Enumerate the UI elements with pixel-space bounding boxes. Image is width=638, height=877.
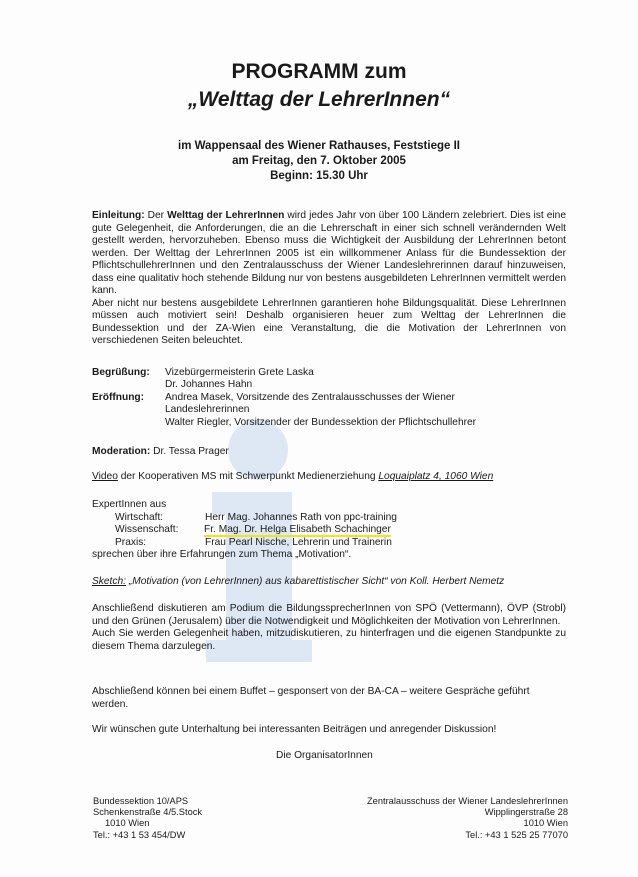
greeting-label: Begrüßung: [92,367,150,378]
greeting-line-1: Vizebürgermeisterin Grete Laska [165,367,314,378]
expert-person-1: Herr Mag. Johannes Rath von ppc-training [205,512,397,523]
start-time: Beginn: 15.30 Uhr [270,170,368,182]
opening-line-2: Landeslehrerinnen [165,404,250,415]
organizers: Die OrganisatorInnen [276,750,373,761]
footer-right-line-1: Zentralausschuss der Wiener LandeslehrerInnen [366,796,568,806]
footer-right-line-4: Tel.: +43 1 525 25 77070 [465,829,568,840]
sketch-label: Sketch: [92,576,126,587]
video-text: der Kooperativen MS mit Schwerpunkt Medienerziehung [117,471,379,482]
event-date: am Freitag, den 7. Oktober 2005 [232,155,406,167]
opening-label: Eröffnung: [92,392,145,403]
venue: im Wappensaal des Wiener Rathauses, Feststiege II [178,140,460,152]
discussion-text-1: Anschließend diskutieren am Podium die BildungssprecherInnen von SPÖ (Vettermann), ÖVP (Strobl) und den Grünen (Jerusalem) über die Notwendigkeit und Möglichkeiten der Motivation von LehrerInnen. [92,603,566,627]
expert-person-2-highlight: Fr. Mag. Dr. Helga Elisabeth Schachinger [204,524,391,535]
greeting-line-2: Dr. Johannes Hahn [165,379,253,390]
video-address: Loquaiplatz 4, 1060 Wien [378,471,494,482]
page-subtitle: „Welttag der LehrerInnen“ [187,88,451,111]
experts-intro: ExpertInnen aus [92,499,167,510]
page-title: PROGRAMM zum [231,60,407,83]
moderation [92,446,229,457]
intro-lead: Der [144,210,168,221]
intro-event: Welttag der LehrerInnen [167,210,285,221]
intro-text-2: Aber nicht nur bestens ausgebildete LehrerInnen garantieren hohe Bildungsqualität. Diese LehrerInnen müssen auch motiviert sein! Deshalb organisieren heuer zum Welttag der LehrerInnen die Bundessektion und der ZA-Wien eine Veranstaltung, die die Motivation der LehrerInnen von verschiedenen Seiten beleuchtet. [92,297,566,346]
experts-outro: sprechen über ihre Erfahrungen zum Thema „Motivation“. [92,549,352,560]
footer-left-line-1: Bundessektion 10/APS [93,796,189,806]
footer-left-line-3: 1010 Wien [105,818,150,829]
intro-paragraph [92,210,566,348]
discussion-text-2: Auch Sie werden Gelegenheit haben, mitzudiskutieren, zu hinterfragen und die eigenen Standpunkte zu diesem Thema darzulegen. [92,628,566,652]
discussion-paragraph [92,603,566,653]
footer-right [367,796,568,841]
intro-text: wird jedes Jahr von über 100 Ländern zelebriert. Dies ist eine gute Gelegenheit, die Anforderungen, die an die Lehrerschaft in einer sich schnell verändernden Welt gestellt werden, hervorzuheben. Ebenso muss die Wichtigkeit der Ausbildung der LehrerInnen betont werden. Der Welttag der LehrerInnen 2005 ist ein willkommener Anlass für die Bundessektion der PflichtschullehrerInnen und den Zentralausschuss der Wiener Landeslehrerinnen darauf hinzuweisen, dass eine qualitativ hoch stehende Bildung nur von bestens ausgebildeten LehrerInnen vermittelt werden kann. [92,210,566,296]
sketch-text: „Motivation (von LehrerInnen) aus kabarettistischer Sicht“ von Koll. Herbert Nemetz [125,576,505,587]
footer-right-line-3: 1010 Wien [523,818,568,829]
video-line [92,471,493,482]
expert-field-3: Praxis: [115,537,147,548]
expert-field-2: Wissenschaft: [115,524,179,535]
opening-line-1: Andrea Masek, Vorsitzende des Zentralausschusses der Wiener [165,392,455,403]
footer-left-line-2: Schenkenstraße 4/5.Stock [93,807,203,818]
intro-label: Einleitung: [92,210,145,221]
expert-person-2 [204,524,391,535]
moderation-name: Dr. Tessa Prager [150,446,229,457]
buffet-paragraph: Abschließend können bei einem Buffet – gesponsert von der BA-CA – weitere Gespräche geführt werden. [92,686,530,710]
opening-line-3: Walter Riegler, Vorsitzender der Bundessektion der Pflichtschullehrer [165,417,477,428]
expert-field-1: Wirtschaft: [115,512,164,523]
footer-left-line-4: Tel.: +43 1 53 454/DW [93,829,186,840]
moderation-label: Moderation: [92,446,151,457]
wishes-line: Wir wünschen gute Unterhaltung bei interessanten Beiträgen und anregender Diskussion! [92,724,497,735]
video-label: Video [92,471,118,482]
footer-right-line-2: Wipplingerstraße 28 [484,807,568,818]
expert-person-3: Frau Pearl Nische, Lehrerin und Trainerin [205,537,392,548]
footer-left [93,796,202,841]
sketch-line [92,576,504,587]
